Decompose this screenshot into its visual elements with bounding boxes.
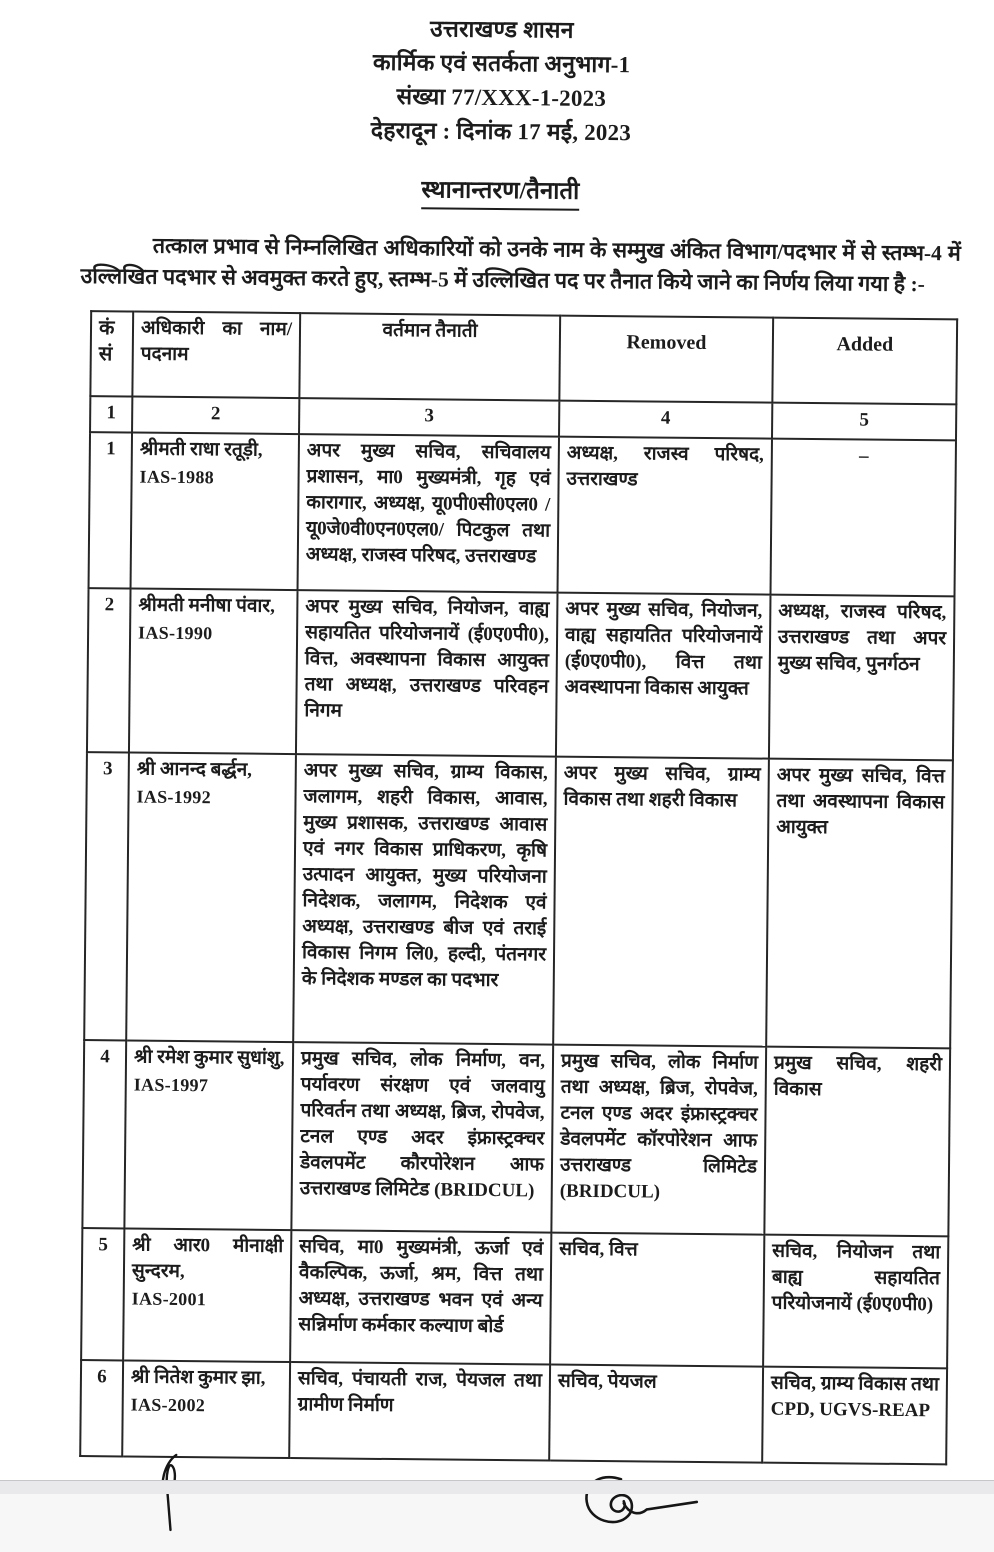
current-posting: अपर मुख्य सचिव, ग्राम्य विकास, जलागम, शहरी विकास, आवास, मुख्य प्रशासक, उत्तराखण्ड आवास एवं नगर विकास प्राधिकरण, कृषि उत्पादन आयुक्त, मुख्य परियोजना निदेशक, जलागम, निदेशक एवं अध्यक्ष, उत्तराखण्ड बीज एवं तराई विकास निगम लि0, हल्दी, पंतनगर के निदेशक मण्डल का पदभार (301, 760, 548, 992)
officer-name: श्री रमेश कुमार सुधांशु, (133, 1046, 285, 1069)
officer-name: श्रीमती राधा रतूड़ी, (139, 438, 263, 461)
removed-posting: अध्यक्ष, राजस्व परिषद, उत्तराखण्ड (566, 442, 764, 491)
officer-name: श्री आर0 मीनाक्षी सुन्दरम, (131, 1234, 284, 1283)
row-serial: 2 (87, 588, 131, 752)
table-row (81, 1228, 948, 1368)
table-row (87, 588, 955, 760)
scan-edge-shadow (0, 1480, 994, 1494)
header-serial-bottom: सं (98, 343, 113, 366)
department-section: कार्मिक एवं सतर्कता अनुभाग-1 (372, 49, 631, 78)
order-number: संख्या 77/XXX-1-2023 (396, 84, 607, 112)
added-cell (763, 1235, 948, 1369)
page-title: स्थानान्तरण/तैनाती (421, 172, 579, 211)
current-posting: सचिव, पंचायती राज, पेयजल तथा ग्रामीण निर्माण (297, 1368, 543, 1417)
title-row (3, 168, 994, 215)
current-posting: अपर मुख्य सचिव, नियोजन, वाह्य सहायतित परियोजनायें (ई0ए0पी0), वित्त, अवस्थापना विकास आयुक्त तथा अध्यक्ष, उत्तराखण्ड परिवहन निगम (304, 596, 550, 722)
row-serial: 5 (81, 1228, 124, 1360)
officer-name: श्री आनन्द बर्द्धन, (136, 758, 253, 781)
table-row (89, 432, 956, 596)
current-posting: सचिव, मा0 मुख्यमंत्री, ऊर्जा एवं वैकल्पिक, ऊर्जा, श्रम, वित्त तथा अध्यक्ष, उत्तराखण्ड भवन एवं अन्य सन्निर्माण कर्मकार कल्याण बोर्ड (298, 1236, 544, 1338)
removed-cell (551, 1045, 766, 1235)
table-row (80, 1360, 947, 1464)
added-posting: सचिव, नियोजन तथा बाह्य सहायतित परियोजनायें (ई0ए0पी0) (771, 1240, 941, 1316)
officer-cadre: IAS-2001 (131, 1288, 207, 1310)
added-cell (764, 1047, 950, 1237)
current-posting-cell (293, 754, 556, 1044)
header-removed: Removed (559, 316, 773, 403)
added-posting: अध्यक्ष, राजस्व परिषद, उत्तराखण्ड तथा अपर मुख्य सचिव, पुनर्गठन (777, 600, 947, 676)
officer-name-cell (123, 1228, 291, 1362)
officer-cadre: IAS-1997 (133, 1074, 209, 1096)
col-num-3: 3 (299, 398, 559, 436)
col-num-5: 5 (772, 403, 956, 441)
table-header-row (90, 311, 957, 404)
officer-name-cell (129, 588, 298, 754)
row-serial: 6 (80, 1360, 123, 1456)
added-posting: सचिव, ग्राम्य विकास तथा CPD, UGVS-REAP (770, 1372, 940, 1422)
place-and-date: देहरादून : दिनांक 17 मई, 2023 (370, 117, 632, 146)
officer-cadre: IAS-1992 (136, 786, 212, 808)
officer-name-cell (124, 1040, 293, 1230)
header-officer-name: अधिकारी का नाम/ पदनाम (132, 311, 300, 398)
transfer-table (79, 310, 958, 1465)
removed-cell (549, 1365, 763, 1463)
current-posting-cell (298, 434, 559, 592)
officer-cadre: IAS-1988 (139, 466, 215, 488)
header-serial-top: कं (98, 317, 115, 340)
added-cell (769, 595, 955, 761)
current-posting: अपर मुख्य सचिव, सचिवालय प्रशासन, मा0 मुख्यमंत्री, गृह एवं कारागार, अध्यक्ष, यू0पी0सी0एल0 / यू0जे0वी0एन0एल0/ पिटकुल तथा अध्यक्ष, राजस्व परिषद, उत्तराखण्ड (305, 440, 551, 568)
col-num-4: 4 (559, 401, 772, 439)
col-num-2: 2 (132, 396, 299, 434)
row-serial: 3 (84, 752, 129, 1040)
added-posting: प्रमुख सचिव, शहरी विकास (773, 1052, 943, 1101)
officer-cadre: IAS-1990 (138, 622, 213, 644)
removed-posting: अपर मुख्य सचिव, नियोजन, वाह्य सहायतित परियोजनायें (ई0ए0पी0), वित्त तथा अवस्थापना विकास आयुक्त (564, 598, 763, 700)
current-posting-cell (290, 1230, 551, 1364)
current-posting-cell (291, 1042, 553, 1232)
current-posting: प्रमुख सचिव, लोक निर्माण, वन, पर्यावरण संरक्षण एवं जलवायु परिवर्तन तथा अध्यक्ष, ब्रिज, रोपवेज, टनल एण्ड अदर इंफ्रास्ट्रक्चर डेवलपमेंट कौरपोरेशन आफ उत्तराखण्ड लिमिटेड (BRIDCUL) (299, 1048, 546, 1202)
officer-cadre: IAS-2002 (130, 1394, 206, 1416)
row-serial: 1 (89, 432, 132, 588)
removed-cell (553, 757, 769, 1047)
removed-posting: सचिव, वित्त (559, 1238, 638, 1261)
officer-name-cell (131, 432, 299, 590)
added-cell: – (771, 439, 956, 597)
officer-name-cell (126, 752, 296, 1042)
table-row (82, 1040, 950, 1236)
current-posting-cell (296, 590, 558, 756)
removed-posting: सचिव, पेयजल (557, 1370, 657, 1393)
added-cell (766, 759, 953, 1049)
government-name: उत्तराखण्ड शासन (430, 16, 574, 43)
removed-cell (556, 593, 771, 759)
officer-name-cell (122, 1360, 290, 1458)
col-num-1: 1 (90, 396, 132, 432)
intro-paragraph: तत्काल प्रभाव से निम्नलिखित अधिकारियों को उनके नाम के सम्मुख अंकित विभाग/पदभार में से स्तम्भ-4 में उल्लिखित पदभार से अवमुक्त करते हुए, स्तम्भ-5 में उल्लिखित पद पर तैनात किये जाने का निर्णय लिया गया है :- (80, 233, 961, 297)
added-posting: अपर मुख्य सचिव, वित्त तथा अवस्थापना विकास आयुक्त (776, 764, 945, 839)
table-row (84, 752, 953, 1048)
removed-cell (550, 1233, 764, 1367)
row-serial: 4 (82, 1040, 126, 1228)
removed-posting: अपर मुख्य सचिव, ग्राम्य विकास तथा शहरी विकास (563, 762, 761, 812)
signature-zone (0, 1456, 985, 1552)
header-serial (90, 311, 133, 396)
letterhead (4, 0, 994, 154)
officer-name: श्रीमती मनीषा पंवार, (138, 594, 275, 617)
removed-cell (558, 437, 772, 595)
removed-posting: प्रमुख सचिव, लोक निर्माण तथा अध्यक्ष, ब्रिज, रोपवेज, टनल एण्ड अदर इंफ्रास्ट्रक्चर डेवलपमेंट कॉरपोरेशन आफ उत्तराखण्ड लिमिटेड (BRIDCUL) (559, 1050, 759, 1203)
header-current-posting: वर्तमान तैनाती (299, 313, 560, 400)
header-added: Added (772, 318, 957, 405)
current-posting-cell (289, 1362, 550, 1460)
added-cell (762, 1367, 947, 1465)
officer-name: श्री नितेश कुमार झा, (130, 1366, 266, 1389)
